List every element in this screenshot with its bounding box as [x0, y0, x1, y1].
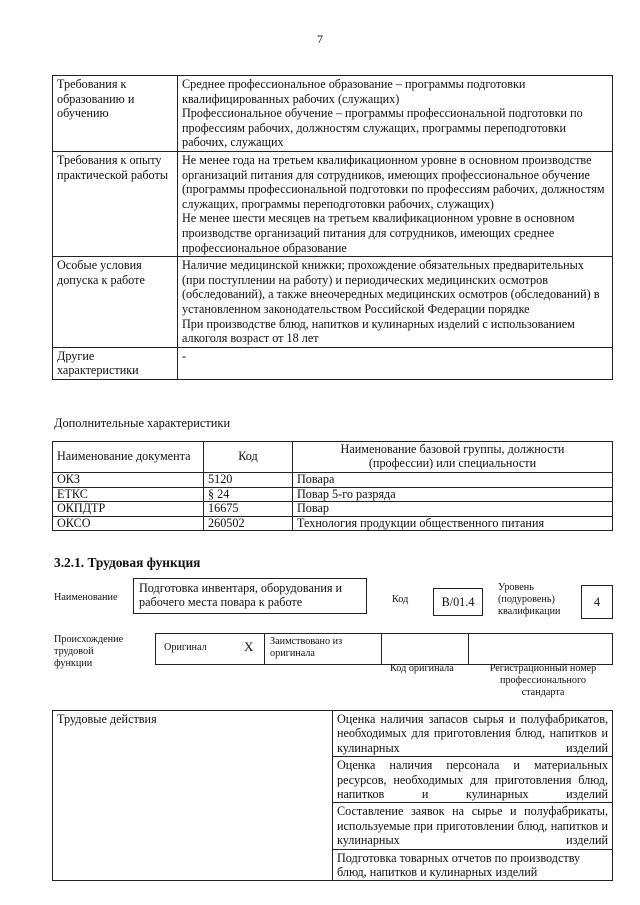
- table-cell: Технология продукции общественного питания: [293, 516, 613, 531]
- reg-number-label: Регистрационный номер профессионального стандарта: [489, 663, 597, 698]
- divider: [264, 634, 265, 664]
- table-cell: ОКСО: [53, 516, 204, 531]
- table-row: [53, 76, 613, 152]
- action-item: Оценка наличия персонала и материальных ресурсов, необходимых для приготовления блюд, напитков и кулинарных изделий: [333, 757, 613, 803]
- borrowed-label: Заимствовано из оригинала: [270, 636, 343, 659]
- other-label: Другие характеристики: [53, 347, 178, 379]
- divider: [468, 634, 469, 664]
- table-row: [53, 516, 613, 531]
- other-value: -: [178, 347, 613, 379]
- action-item: Составление заявок на сырье и полуфабрикаты, используемые при приготовлении блюд, напитков и кулинарных изделий: [333, 803, 613, 849]
- action-item: Оценка наличия запасов сырья и полуфабрикатов, необходимых для приготовления блюд, напитков и кулинарных изделий: [333, 711, 613, 757]
- admission-value: Наличие медицинской книжки; прохождение обязательных предварительных (при поступлении на работу) и периодических медицинских осмотров (обследований), а также внеочередных медицинских осмотров (обследований) в установленном законодательством Российской Федерации порядке При производстве блюд, напитков и кулинарных изделий с использованием алкоголя возраст от 18 лет: [178, 257, 613, 348]
- table-cell: ОКЗ: [53, 473, 204, 488]
- original-label: Оригинал: [164, 642, 207, 653]
- additional-table: [52, 441, 613, 531]
- divider: [381, 634, 382, 664]
- level-label: Уровень (подуровень) квалификации: [498, 582, 561, 617]
- section-heading: 3.2.1. Трудовая функция: [54, 555, 201, 570]
- education-label: Требования к образованию и обучению: [53, 76, 178, 152]
- table-cell: 16675: [204, 502, 293, 517]
- original-mark: X: [244, 639, 254, 654]
- actions-label: Трудовые действия: [53, 711, 333, 881]
- origin-label: Происхождение трудовой функции: [54, 634, 124, 669]
- table-cell: ЕТКС: [53, 487, 204, 502]
- actions-table: [52, 710, 613, 881]
- education-value: Среднее профессиональное образование – программы подготовки квалифицированных рабочих (служащих) Профессиональное обучение – программы профессиональной подготовки по профессиям рабочих, должностям служащих, программы переподготовки рабочих, служащих: [178, 76, 613, 152]
- table-row: [53, 257, 613, 348]
- table-row: [53, 473, 613, 488]
- table-row: [53, 151, 613, 256]
- admission-label: Особые условия допуска к работе: [53, 257, 178, 348]
- table-cell: Повар: [293, 502, 613, 517]
- table-row: [53, 711, 613, 757]
- experience-value: Не менее года на третьем квалификационном уровне в основном производстве организаций питания для сотрудников, имеющих профессиональное обучение (программы профессиональной подготовки по профессиям рабочих, должностям служащих, программы переподготовки рабочих, служащих) Не менее шести месяцев на третьем квалификационном уровне в основном производстве организаций питания для сотрудников, имеющих среднее профессиональное образование: [178, 151, 613, 256]
- orig-code-label: Код оригинала: [390, 663, 454, 674]
- table-cell: § 24: [204, 487, 293, 502]
- experience-label: Требования к опыту практической работы: [53, 151, 178, 256]
- table-cell: 5120: [204, 473, 293, 488]
- page-number: 7: [317, 32, 323, 46]
- table-cell: Повар 5-го разряда: [293, 487, 613, 502]
- col-header-doc: Наименование документа: [53, 442, 204, 473]
- function-name-box: Подготовка инвентаря, оборудования и рабочего места повара к работе: [133, 578, 367, 614]
- table-row: [53, 502, 613, 517]
- table-row: [53, 487, 613, 502]
- code-label: Код: [392, 594, 409, 605]
- col-header-name: Наименование базовой группы, должности (профессии) или специальности: [293, 442, 613, 473]
- additional-title: Дополнительные характеристики: [54, 416, 231, 430]
- origin-row: [155, 633, 613, 665]
- action-item: Подготовка товарных отчетов по производству блюд, напитков и кулинарных изделий: [333, 849, 613, 881]
- table-header-row: [53, 442, 613, 473]
- col-header-code: Код: [204, 442, 293, 473]
- table-row: [53, 347, 613, 379]
- table-cell: Повара: [293, 473, 613, 488]
- requirements-table: [52, 75, 613, 380]
- name-label: Наименование: [54, 592, 118, 603]
- code-box: B/01.4: [433, 588, 483, 616]
- table-cell: 260502: [204, 516, 293, 531]
- table-cell: ОКПДТР: [53, 502, 204, 517]
- level-box: 4: [581, 585, 613, 619]
